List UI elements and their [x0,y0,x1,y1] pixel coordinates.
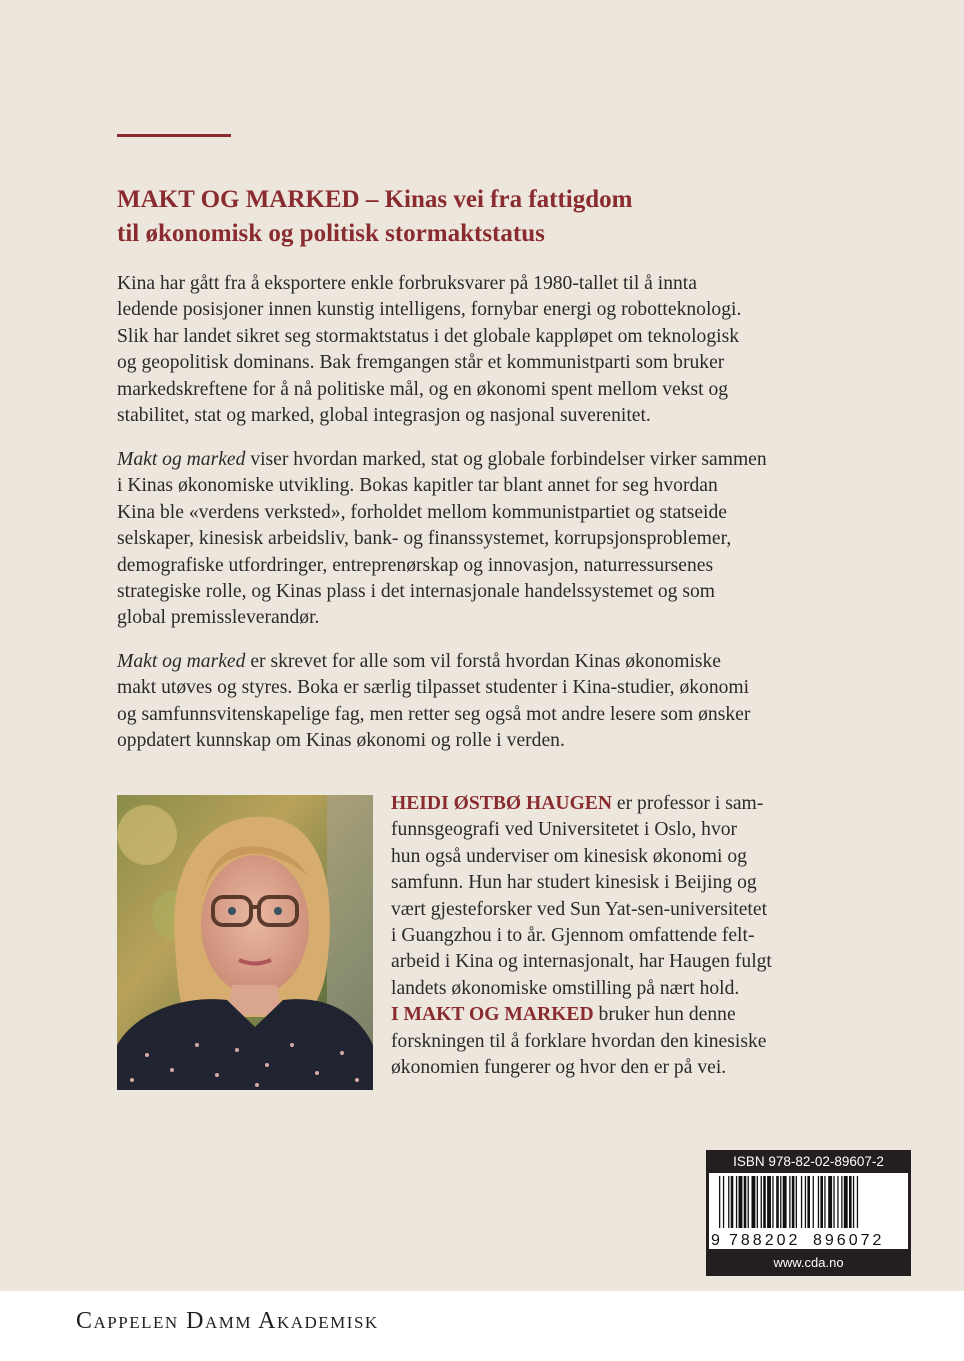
text-line: og samfunnsvitenskapelige fag, men retter seg også mot andre lesere som ønsker [117,703,751,725]
text-line: ledende posisjoner innen kunstig intelligens, fornybar energi og robotteknologi. [117,299,742,321]
barcode-bar [818,1176,819,1228]
text-line: i Guangzhou i to år. Gjennom omfattende felt- [391,925,755,947]
barcode-bar [780,1176,781,1228]
barcode-bar [763,1176,766,1228]
book-title [117,183,877,251]
barcode-bar [731,1176,734,1228]
title-line-1: MAKT OG MARKED – Kinas vei fra fattigdom [117,186,633,213]
barcode-bar [789,1176,790,1228]
text-line: markedskreftene for å nå politiske mål, og en økonomi spent mellom vekst og [117,378,729,400]
text-line: og geopolitisk dominans. Bak fremgangen står et kommunistparti som bruker [117,352,725,374]
publisher-url: www.cda.no [773,1255,844,1270]
barcode-bar [761,1176,762,1228]
barcode-bar [820,1176,823,1228]
text-line: demografiske utfordringer, entreprenørskap og innovasjon, naturressursenes [117,554,714,576]
barcode-bar [833,1176,834,1228]
barcode-bar [837,1176,838,1228]
barcode-bar [757,1176,758,1228]
decorative-rule [117,134,231,137]
barcode-bar [824,1176,825,1228]
barcode-bar [752,1176,756,1228]
text-line [391,1002,851,1028]
barcode-digits: 9 [711,1232,723,1249]
author-photo [117,795,373,1090]
text-line: samfunn. Hun har studert kinesisk i Beijing og [391,872,757,894]
text-line: hun også underviser om kinesisk økonomi og [391,845,747,867]
barcode-bar [776,1176,779,1228]
title-line-2: til økonomisk og politisk stormaktstatus [117,220,545,247]
barcode-bar [857,1176,858,1228]
text-line: global premissleverandør. [117,607,320,629]
barcode-bars [709,1173,908,1249]
barcode-digits: 788202 [729,1232,801,1249]
barcode-bar [792,1176,795,1228]
barcode-bar [748,1176,749,1228]
author-name: HEIDI ØSTBØ HAUGEN [391,793,613,814]
isbn-barcode-box [706,1150,911,1276]
text-line: økonomien fungerer og hvor den er på vei. [391,1057,727,1079]
footer-band [0,1291,964,1361]
text-line: Slik har landet sikret seg stormaktstatus i det globale kappløpet om teknologisk [117,325,739,347]
text-line: stabilitet, stat og marked, global integrasjon og nasjonal suverenitet. [117,405,651,427]
author-bio [391,791,851,1081]
barcode-bar [841,1176,842,1228]
barcode-bar [801,1176,802,1228]
text-fragment: er professor i sam- [612,793,764,814]
description-paragraph-1 [117,271,852,429]
book-reference: I MAKT OG MARKED [391,1004,594,1026]
text-line: strategiske rolle, og Kinas plass i det internasjonale handelssystemet og som [117,581,716,603]
text-fragment: bruker hun denne [593,1004,736,1026]
text-line: arbeid i Kina og internasjonalt, har Haugen fulgt [391,951,772,973]
text-fragment: er skrevet for alle som vil forstå hvordan Kinas økonomiske [245,651,722,672]
text-line: Kina har gått fra å eksportere enkle forbruksvarer på 1980-tallet til å innta [117,273,697,294]
barcode-digits: 896072 [813,1232,885,1249]
barcode-bar [849,1176,852,1228]
barcode-bar [772,1176,773,1228]
text-line: vært gjesteforsker ved Sun Yat-sen-universitetet [391,898,768,920]
text-line: selskaper, kinesisk arbeidsliv, bank- og finanssystemet, korrupsjonsproblemer, [117,528,732,550]
barcode-bar [805,1176,806,1228]
barcode-bar [828,1176,832,1228]
book-title-italic: Makt og marked [117,651,246,672]
barcode-bar [813,1176,814,1228]
barcode-bar [739,1176,743,1228]
barcode-bar [736,1176,737,1228]
barcode-bar [767,1176,771,1228]
barcode-bar [844,1176,848,1228]
text-line [117,649,852,675]
publisher-logo: Cappelen Damm Akademisk [76,1308,379,1334]
text-line [391,791,851,817]
text-line: oppdatert kunnskap om Kinas økonomi og rolle i verden. [117,730,565,752]
text-fragment: viser hvordan marked, stat og globale forbindelser virker sammen [245,449,767,470]
barcode [709,1173,908,1249]
text-line: Kina ble «verdens verksted», forholdet mellom kommunistpartiet og statseide [117,501,727,523]
text-line: funnsgeografi ved Universitetet i Oslo, hvor [391,819,738,841]
text-line: forskningen til å forklare hvordan den kinesiske [391,1030,767,1052]
text-line [117,447,852,473]
barcode-bar [796,1176,797,1228]
barcode-bar [744,1176,747,1228]
barcode-bar [719,1176,720,1228]
text-line: makt utøves og styres. Boka er særlig tilpasset studenter i Kina-studier, økonomi [117,677,750,699]
barcode-bar [723,1176,724,1228]
barcode-bar [853,1176,854,1228]
barcode-bar [807,1176,810,1228]
description-paragraph-3 [117,649,852,755]
barcode-bar [728,1176,729,1228]
book-title-italic: Makt og marked [117,449,246,470]
barcode-bar [783,1176,787,1228]
description-paragraph-2 [117,447,852,632]
isbn-label: ISBN 978-82-02-89607-2 [733,1154,884,1169]
text-line: landets økonomiske omstilling på nært hold. [391,977,740,999]
text-line: i Kinas økonomiske utvikling. Bokas kapitler tar blant annet for seg hvordan [117,475,718,497]
